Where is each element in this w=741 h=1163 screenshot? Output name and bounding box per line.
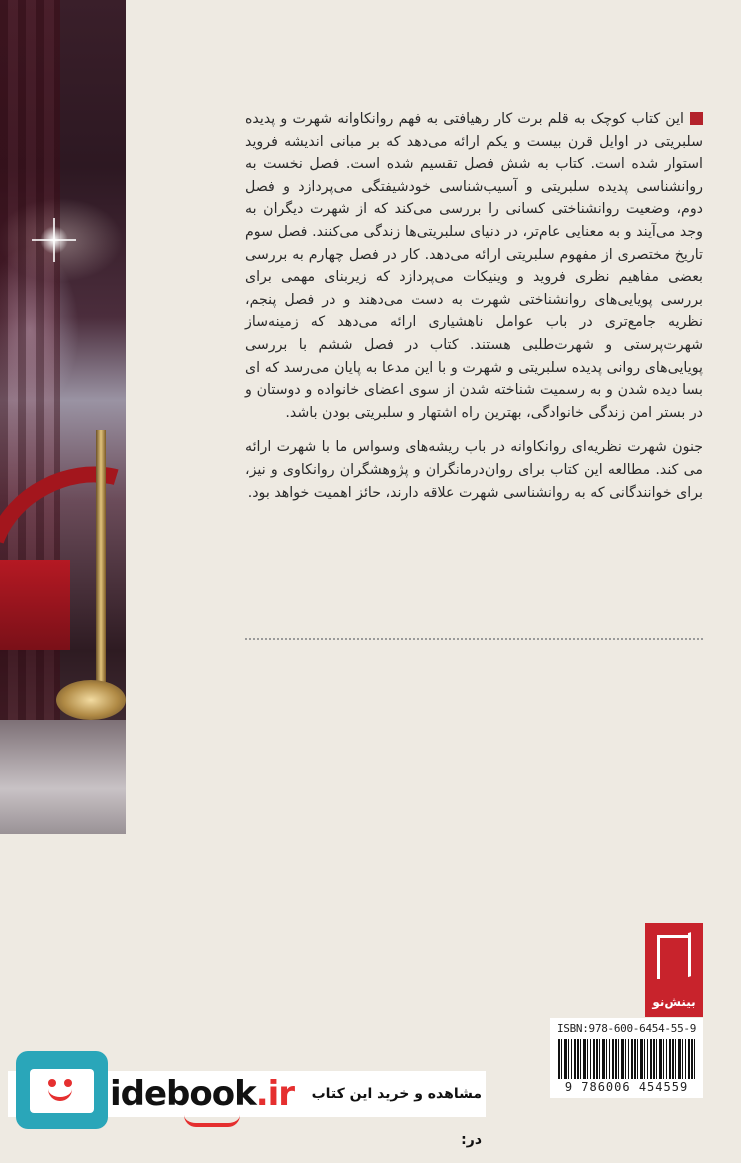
stanchion-base [56,680,126,720]
barcode-digits: 9 786006 454559 [564,1080,689,1094]
stanchion-pole [96,430,106,690]
site-dot: . [255,1074,268,1114]
book-smile-icon [16,1051,108,1129]
description-paragraph-2: جنون شهرت نظریه‌ای روانکاوانه در باب ریشه‌های وسواس ما با شهرت ارائه می کند. مطالعه این کتاب برای روان‌درمانگران و پژوهشگران روانکاوی و نیز، برای خوانندگانی که به روانشناسی شهرت علاقه دارند، حائز اهمیت خواهد بود. [245,439,703,501]
paragraph-1-text: این کتاب کوچک به قلم برت کار رهیافتی به فهم روانکاوانه شهرت و پدیده سلبریتی در اوایل قرن بیست و یکم ارائه می‌دهد که بر مبانی اندیشه فروید استوار شده است. کتاب به شش فصل تقسیم شده است. فصل نخست به روانشناسی پدیده سلبریتی و آسیب‌شناسی خودشیفتگی می‌پردازد و فصل دوم، وضعیت روانشناختی کسانی را بررسی می‌کند که از شهرت دیگران به وجد می‌آیند و به معنایی عام‌تر، در دنیای سلبریتی‌ها زندگی می‌کنند. فصل سوم تاریخ مختصری از مفهوم سلبریتی ارائه می‌دهد. کار در فصل چهارم به بررسی بعضی مفاهیم نظری فروید و وینیکات می‌پردازد که زیربنای مهمی برای بررسی پویایی‌های روانشناختی شهرت به دست می‌دهند و در فصل پنجم، نظریه جامع‌تری در باب عوامل ناهشیاری ارائه می‌دهد که زمینه‌ساز شهرت‌پرستی و شهرت‌طلبی هستند. کتاب در فصل ششم با بررسی پویایی‌های روانی پدیده سلبریتی و شهرت و با این مدعا به پایان می‌رسد که ای بسا دیده شدن و به رسمیت شناخته شدن از سوی اعضای خانواده و دوستان و در بستر امن زندگی خانوادگی، بهترین راه اشتهار و سلبریتی بودن باشد. [245,111,703,421]
book-description [245,108,703,504]
watermark-banner[interactable] [8,1051,486,1148]
buy-call-to-action[interactable]: مشاهده و خرید این کتاب در: [311,1086,482,1148]
description-paragraph-1 [245,108,703,424]
publisher-name: بینش‌نو [652,995,696,1009]
smile-face [46,1075,76,1099]
publisher-logo [645,923,703,1017]
site-main: idebook [110,1074,256,1114]
dotted-divider [245,638,703,640]
site-name[interactable] [110,1071,294,1117]
barcode-panel [550,1018,703,1098]
light-sparkle [40,226,68,254]
curtain [0,0,60,834]
smile-underline-icon [184,1115,240,1127]
floor [0,720,126,834]
isbn-label: ISBN:978-600-6454-55-9 [556,1022,697,1035]
bullet-square-icon [690,112,703,125]
site-tld: ir [267,1074,295,1114]
barcode-bars [558,1039,696,1079]
cover-photo [0,0,126,834]
publisher-mark-stroke [675,932,691,982]
